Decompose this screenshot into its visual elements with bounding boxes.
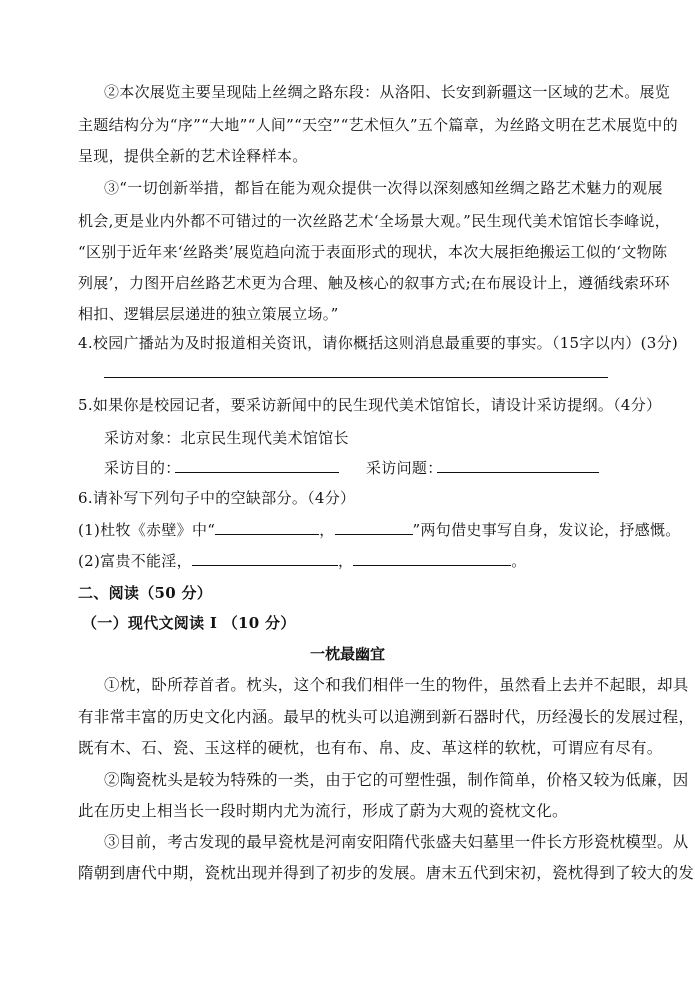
- passage2-para1-line1: ①枕，卧所荐首者。枕头，这个和我们相伴一生的物件，虽然看上去并不起眼，却具: [104, 676, 689, 694]
- passage2-para1-line3: 既有木、石、瓷、玉这样的硬枕，也有布、帛、皮、革这样的软枕，可谓应有尽有。: [78, 739, 663, 757]
- question-6: 6.请补写下列句子中的空缺部分。（4分）: [78, 489, 356, 507]
- passage1-para2-line3: 呈现，提供全新的艺术诠释样本。: [78, 147, 308, 165]
- q6-blank-3[interactable]: [192, 551, 338, 566]
- passage1-para3-line4: 列展’，力图开启丝路艺术更为合理、触及核心的叙事方式;在布展设计上，遵循线索环环: [78, 274, 670, 292]
- passage2-para3-line1: ③目前，考古发现的最早瓷枕是河南安阳隋代张盛夫妇墓里一件长方形瓷枕模型。从: [104, 833, 689, 851]
- q5-purpose-label: 采访目的：: [104, 459, 181, 477]
- question-4: 4.校园广播站为及时报道相关资讯，请你概括这则消息最重要的事实。（15字以内）(3分): [78, 334, 679, 352]
- q6-item-1-prefix: (1)杜牧《赤壁》中“: [78, 521, 216, 539]
- q5-purpose-answer-line[interactable]: [175, 472, 339, 473]
- passage2-para2-line2: 此在历史上相当长一段时期内尤为流行，形成了蔚为大观的瓷枕文化。: [78, 802, 568, 820]
- section-2-heading: 二、阅读（50 分）: [78, 584, 213, 602]
- q6-item-2-prefix: (2)富贵不能淫，: [78, 552, 192, 570]
- question-5: 5.如果你是校园记者，要采访新闻中的民生现代美术馆馆长，请设计采访提纲。（4分）: [78, 396, 662, 414]
- q6-item-1: [78, 520, 681, 540]
- passage1-para3-line3: “区别于近年来‘丝路类’展览趋向流于表面形式的现状，本次大展拒绝搬运工似的‘文物陈: [78, 243, 668, 261]
- passage2-para1-line2: 有非常丰富的历史文化内涵。最早的枕头可以追溯到新石器时代，历经漫长的发展过程，: [78, 708, 695, 726]
- passage1-para2-line2: 主题结构分为“序”“大地”“人间”“天空”“艺术恒久”五个篇章，为丝路文明在艺术展览中的: [78, 116, 678, 134]
- passage1-para2-line1: ②本次展览主要呈现陆上丝绸之路东段：从洛阳、长安到新疆这一区域的艺术。展览: [104, 83, 671, 101]
- q6-item-1-suffix: ”两句借史事写自身，发议论，抒感慨。: [412, 521, 681, 539]
- passage1-para3-line5: 相扣、逻辑层层递进的独立策展立场。”: [78, 305, 339, 323]
- passage1-para3-line2: 机会,更是业内外都不可错过的一次丝路艺术‘全场景大观。”民生现代美术馆馆长李峰说，: [78, 212, 671, 230]
- q6-item-2: [78, 551, 527, 571]
- section-2-subheading: （一）现代文阅读 I （10 分）: [82, 614, 296, 632]
- q4-answer-line[interactable]: [104, 377, 608, 378]
- q6-blank-4[interactable]: [353, 551, 511, 566]
- q6-blank-1[interactable]: [215, 520, 319, 535]
- passage2-para2-line1: ②陶瓷枕头是较为特殊的一类，由于它的可塑性强，制作简单，价格又较为低廉，因: [104, 771, 689, 789]
- q5-question-label: 采访问题：: [366, 459, 443, 477]
- passage2-para3-line2: 隋朝到唐代中期，瓷枕出现并得到了初步的发展。唐末五代到宋初，瓷枕得到了较大的发: [78, 864, 695, 882]
- q6-blank-2[interactable]: [335, 520, 413, 535]
- q6-item-1-comma: ，: [319, 521, 335, 539]
- q5-question-answer-line[interactable]: [437, 472, 599, 473]
- q6-item-2-comma: ，: [337, 552, 354, 570]
- q5-interview-target: 采访对象：北京民生现代美术馆馆长: [104, 429, 349, 447]
- q6-item-2-period: 。: [511, 552, 527, 570]
- passage1-para3-line1: ③“一切创新举措，都旨在能为观众提供一次得以深刻感知丝绸之路艺术魅力的观展: [104, 179, 663, 197]
- article-title: 一枕最幽宜: [309, 645, 385, 663]
